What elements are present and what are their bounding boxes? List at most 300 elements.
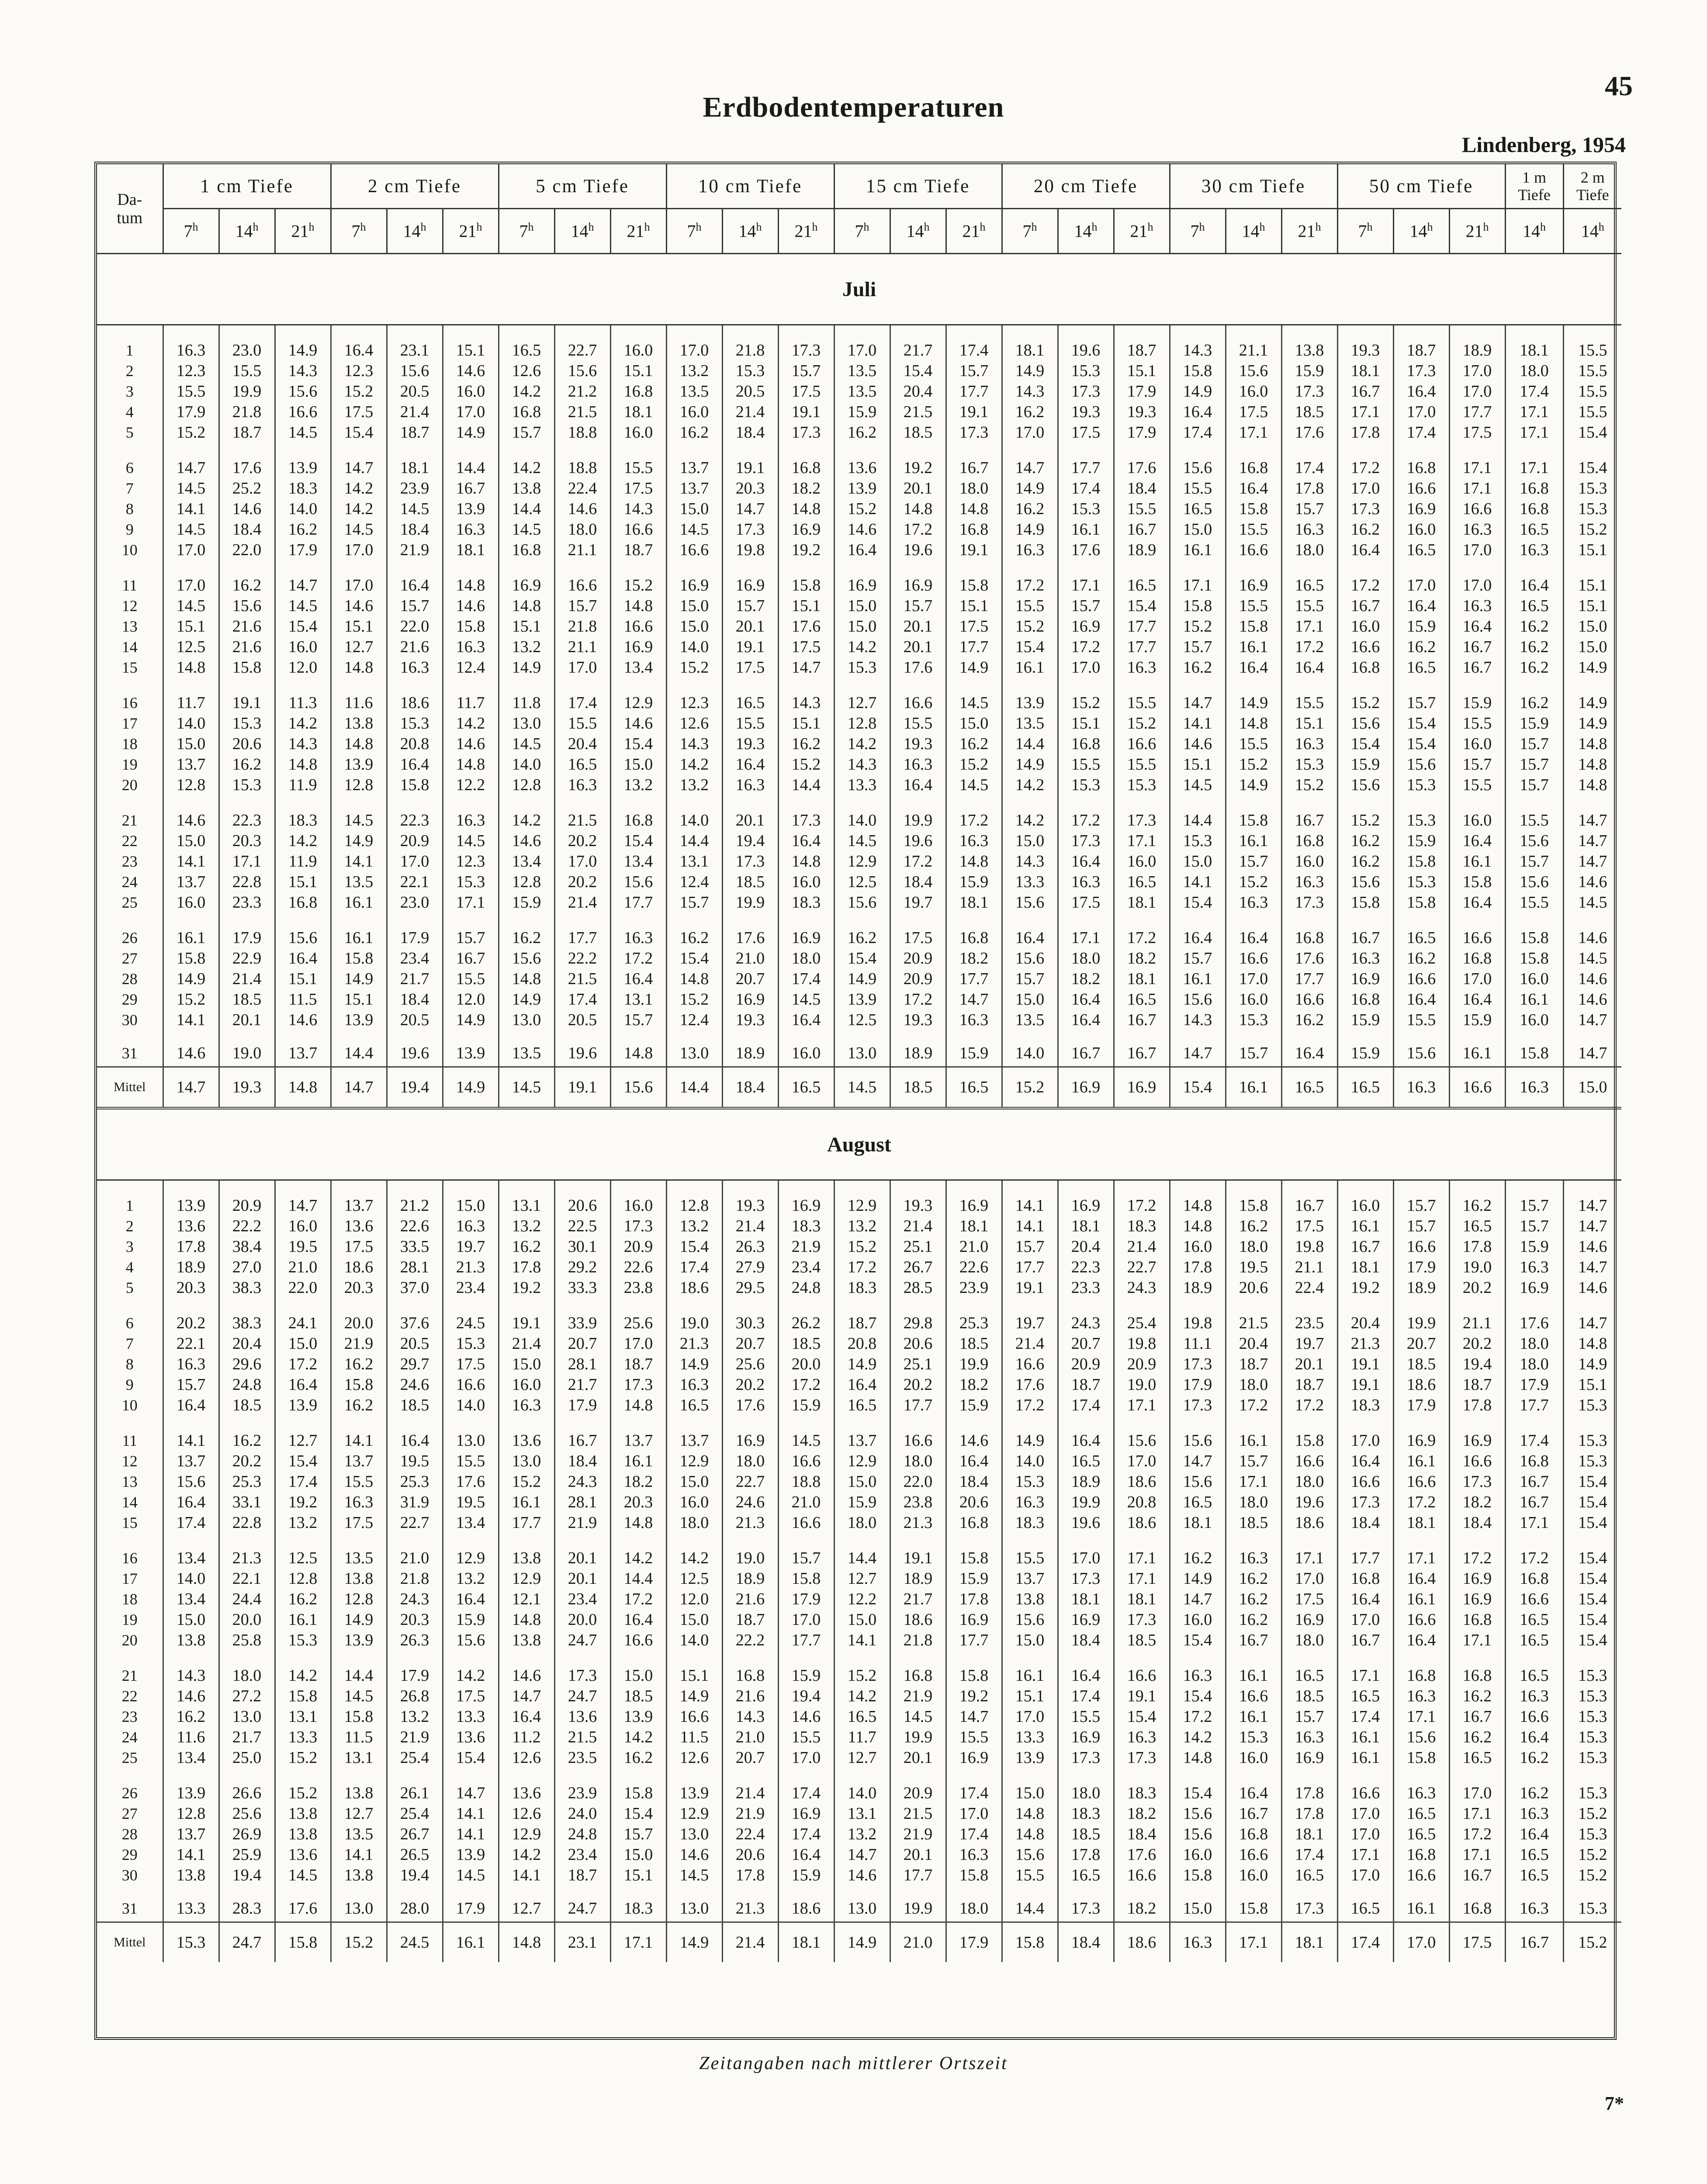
temperature-value: 15.0	[834, 616, 890, 637]
temperature-value: 16.2	[1002, 402, 1058, 422]
temperature-value: 17.6	[443, 1472, 499, 1492]
temperature-value: 13.7	[834, 1416, 890, 1451]
temperature-value: 17.3	[554, 1651, 610, 1686]
temperature-value: 15.0	[666, 1610, 722, 1630]
temperature-value: 14.9	[1563, 678, 1621, 713]
temperature-value: 14.6	[163, 795, 219, 831]
temperature-value: 15.0	[1002, 831, 1058, 851]
temperature-value: 14.8	[778, 499, 834, 519]
temperature-value: 16.2	[1505, 657, 1563, 678]
temperature-value: 15.2	[1226, 872, 1281, 892]
temperature-value: 23.4	[387, 948, 443, 969]
temperature-value: 20.2	[722, 1375, 778, 1395]
temperature-value: 25.4	[387, 1748, 443, 1768]
temperature-value: 18.6	[778, 1886, 834, 1922]
temperature-value: 15.8	[331, 948, 387, 969]
temperature-value: 16.7	[1505, 1472, 1563, 1492]
temperature-value: 25.3	[946, 1298, 1002, 1334]
temperature-value: 15.7	[722, 596, 778, 616]
temperature-value: 14.2	[275, 1651, 331, 1686]
temperature-value: 13.1	[666, 851, 722, 872]
temperature-value: 16.3	[1393, 1686, 1449, 1707]
temperature-value: 16.5	[834, 1707, 890, 1727]
table-row	[97, 1451, 1621, 1472]
temperature-value: 16.1	[1337, 1748, 1393, 1768]
temperature-value: 15.1	[499, 616, 554, 637]
temperature-value: 14.8	[1226, 713, 1281, 734]
day-number: 27	[121, 1805, 138, 1822]
temperature-value: 15.0	[1002, 1630, 1058, 1651]
day-number: 20	[121, 1631, 138, 1649]
temperature-value: 33.9	[554, 1298, 610, 1334]
mean-value: 14.4	[666, 1067, 722, 1109]
temperature-value: 14.4	[331, 1651, 387, 1686]
temperature-value: 15.7	[1170, 948, 1226, 969]
temperature-value: 13.0	[219, 1707, 275, 1727]
temperature-value: 15.4	[1563, 1533, 1621, 1569]
temperature-value: 13.8	[163, 1865, 219, 1886]
temperature-value: 18.1	[1058, 1589, 1114, 1610]
temperature-value: 16.8	[1393, 443, 1449, 478]
temperature-value: 16.4	[1449, 616, 1505, 637]
temperature-value: 15.8	[778, 1569, 834, 1589]
temperature-value: 16.1	[275, 1610, 331, 1630]
temperature-value: 15.2	[834, 1237, 890, 1257]
hour-header: 7$^h$	[163, 209, 219, 254]
temperature-value: 18.1	[1002, 325, 1058, 361]
temperature-value: 15.7	[778, 361, 834, 381]
day-number: 23	[121, 853, 138, 870]
table-row	[97, 402, 1621, 422]
temperature-value: 13.9	[666, 1768, 722, 1804]
temperature-value: 17.1	[1058, 913, 1114, 948]
temperature-value: 18.9	[890, 1030, 946, 1067]
table-row	[97, 1492, 1621, 1513]
temperature-value: 26.7	[387, 1824, 443, 1845]
temperature-value: 16.3	[610, 913, 666, 948]
day-number: 1	[125, 342, 134, 359]
temperature-value: 24.3	[387, 1589, 443, 1610]
temperature-value: 13.0	[499, 1451, 554, 1472]
temperature-value: 15.3	[1114, 775, 1170, 795]
temperature-value: 22.2	[219, 1216, 275, 1237]
temperature-value: 15.2	[1563, 519, 1621, 540]
table-row	[97, 422, 1621, 443]
temperature-value: 17.4	[1505, 1416, 1563, 1451]
temperature-value: 12.9	[834, 1451, 890, 1472]
temperature-value: 15.0	[1002, 989, 1058, 1010]
temperature-value: 14.1	[1170, 872, 1226, 892]
table-row	[97, 678, 1621, 713]
temperature-value: 18.6	[1393, 1375, 1449, 1395]
temperature-value: 16.3	[1449, 519, 1505, 540]
temperature-value: 12.8	[275, 1569, 331, 1589]
temperature-value: 13.7	[163, 1451, 219, 1472]
temperature-value: 23.3	[1058, 1278, 1114, 1298]
temperature-value: 16.0	[610, 325, 666, 361]
temperature-value: 14.2	[610, 1533, 666, 1569]
temperature-value: 20.1	[722, 795, 778, 831]
temperature-value: 16.7	[1337, 1630, 1393, 1651]
temperature-value: 18.6	[890, 1610, 946, 1630]
temperature-value: 16.1	[1226, 1416, 1281, 1451]
temperature-value: 15.3	[1281, 754, 1337, 775]
temperature-value: 18.4	[387, 519, 443, 540]
temperature-value: 29.6	[219, 1354, 275, 1375]
temperature-value: 15.3	[1563, 1686, 1621, 1707]
temperature-value: 20.2	[1449, 1334, 1505, 1354]
temperature-value: 16.4	[163, 1492, 219, 1513]
temperature-value: 15.5	[331, 1472, 387, 1492]
temperature-value: 17.0	[331, 540, 387, 560]
temperature-value: 14.7	[1170, 1030, 1226, 1067]
temperature-value: 20.8	[387, 734, 443, 754]
temperature-value: 13.9	[443, 1030, 499, 1067]
temperature-value: 14.5	[1170, 775, 1226, 795]
temperature-value: 18.7	[834, 1298, 890, 1334]
temperature-value: 23.5	[1281, 1298, 1337, 1334]
temperature-value: 17.2	[1449, 1533, 1505, 1569]
temperature-value: 12.8	[331, 1589, 387, 1610]
temperature-value: 16.2	[1170, 1533, 1226, 1569]
mean-value: 15.3	[163, 1922, 219, 1963]
temperature-value: 16.6	[1281, 989, 1337, 1010]
temperature-value: 15.0	[610, 1651, 666, 1686]
temperature-value: 14.8	[946, 499, 1002, 519]
temperature-value: 17.4	[1281, 1845, 1337, 1865]
hour-header: 14$^h$	[890, 209, 946, 254]
temperature-value: 15.7	[1505, 1216, 1563, 1237]
temperature-value: 15.4	[1170, 1768, 1226, 1804]
temperature-value: 16.4	[1393, 989, 1449, 1010]
temperature-value: 17.0	[1449, 1768, 1505, 1804]
temperature-value: 16.4	[1226, 657, 1281, 678]
temperature-value: 16.8	[1449, 1610, 1505, 1630]
temperature-value: 19.3	[722, 734, 778, 754]
temperature-value: 16.7	[1281, 795, 1337, 831]
temperature-value: 17.0	[1393, 402, 1449, 422]
temperature-value: 16.8	[610, 381, 666, 402]
temperature-value: 16.9	[778, 519, 834, 540]
temperature-value: 15.0	[1170, 851, 1226, 872]
table-row	[97, 1533, 1621, 1569]
temperature-value: 16.4	[1449, 892, 1505, 913]
temperature-value: 25.1	[890, 1237, 946, 1257]
temperature-value: 18.0	[946, 1886, 1002, 1922]
temperature-value: 18.5	[1226, 1513, 1281, 1533]
temperature-value: 17.7	[554, 913, 610, 948]
temperature-value: 24.3	[554, 1472, 610, 1492]
temperature-value: 14.5	[331, 795, 387, 831]
temperature-value: 16.6	[778, 1451, 834, 1472]
temperature-value: 16.8	[1505, 478, 1563, 499]
temperature-value: 14.7	[722, 499, 778, 519]
temperature-value: 18.2	[1114, 948, 1170, 969]
mean-value: 18.4	[1058, 1922, 1114, 1963]
temperature-value: 20.7	[722, 1334, 778, 1354]
temperature-value: 15.3	[1226, 1010, 1281, 1030]
temperature-value: 14.6	[443, 596, 499, 616]
temperature-value: 21.6	[387, 637, 443, 657]
temperature-value: 17.9	[219, 913, 275, 948]
temperature-value: 18.8	[554, 443, 610, 478]
temperature-value: 11.5	[666, 1727, 722, 1748]
temperature-value: 29.5	[722, 1278, 778, 1298]
temperature-value: 18.1	[1114, 969, 1170, 989]
temperature-value: 17.0	[443, 402, 499, 422]
temperature-value: 17.9	[1114, 381, 1170, 402]
temperature-value: 14.8	[443, 560, 499, 596]
temperature-value: 16.0	[666, 1492, 722, 1513]
mean-value: 14.8	[275, 1067, 331, 1109]
temperature-value: 17.3	[1170, 1354, 1226, 1375]
temperature-value: 12.4	[666, 872, 722, 892]
temperature-value: 15.4	[1563, 1610, 1621, 1630]
temperature-value: 15.6	[1393, 1727, 1449, 1748]
temperature-value: 15.7	[387, 596, 443, 616]
mean-value: 17.1	[610, 1922, 666, 1963]
temperature-value: 17.0	[1002, 1707, 1058, 1727]
temperature-value: 22.6	[610, 1257, 666, 1278]
temperature-value: 18.1	[1505, 325, 1563, 361]
temperature-value: 17.8	[1337, 422, 1393, 443]
temperature-value: 16.2	[834, 422, 890, 443]
temperature-value: 20.8	[1114, 1492, 1170, 1513]
temperature-value: 20.6	[946, 1492, 1002, 1513]
temperature-value: 14.8	[666, 969, 722, 989]
temperature-value: 18.0	[1226, 1237, 1281, 1257]
temperature-value: 13.5	[331, 1533, 387, 1569]
temperature-value: 13.6	[443, 1727, 499, 1748]
temperature-value: 23.8	[610, 1278, 666, 1298]
temperature-value: 16.8	[1393, 1845, 1449, 1865]
temperature-value: 17.6	[1058, 540, 1114, 560]
temperature-value: 16.4	[1058, 851, 1114, 872]
temperature-value: 20.2	[554, 831, 610, 851]
temperature-value: 19.5	[1226, 1257, 1281, 1278]
temperature-value: 15.8	[1226, 499, 1281, 519]
temperature-value: 17.2	[610, 948, 666, 969]
temperature-value: 12.4	[443, 657, 499, 678]
day-number: 19	[121, 756, 138, 773]
table-row	[97, 1334, 1621, 1354]
temperature-value: 12.7	[275, 1416, 331, 1451]
temperature-value: 15.9	[778, 1395, 834, 1416]
temperature-value: 13.4	[443, 1513, 499, 1533]
temperature-value: 17.1	[1505, 402, 1563, 422]
temperature-value: 16.7	[1337, 381, 1393, 402]
day-number: 17	[121, 1570, 138, 1587]
temperature-value: 15.5	[1449, 775, 1505, 795]
temperature-value: 33.5	[387, 1237, 443, 1257]
temperature-value: 15.6	[275, 381, 331, 402]
temperature-value: 15.3	[1563, 1768, 1621, 1804]
temperature-value: 15.4	[1563, 443, 1621, 478]
temperature-value: 20.7	[1058, 1334, 1114, 1354]
day-number: 27	[121, 950, 138, 967]
temperature-value: 15.7	[499, 422, 554, 443]
temperature-value: 17.5	[1281, 1216, 1337, 1237]
temperature-value: 15.4	[275, 616, 331, 637]
mean-value: 14.5	[834, 1067, 890, 1109]
temperature-value: 24.8	[778, 1278, 834, 1298]
table-row	[97, 443, 1621, 478]
day-number: 24	[121, 873, 138, 891]
temperature-value: 22.0	[219, 540, 275, 560]
table-row	[97, 1395, 1621, 1416]
temperature-value: 15.5	[443, 969, 499, 989]
temperature-value: 17.5	[1226, 402, 1281, 422]
temperature-value: 14.4	[1002, 1886, 1058, 1922]
temperature-value: 13.3	[1002, 872, 1058, 892]
temperature-value: 30.3	[722, 1298, 778, 1334]
temperature-value: 21.3	[666, 1334, 722, 1354]
temperature-value: 15.8	[1505, 1030, 1563, 1067]
temperature-value: 16.6	[1337, 637, 1393, 657]
temperature-value: 16.9	[1393, 499, 1449, 519]
temperature-value: 17.1	[1393, 1533, 1449, 1569]
temperature-value: 16.2	[331, 1395, 387, 1416]
day-number: 31	[121, 1899, 138, 1917]
temperature-value: 21.9	[331, 1334, 387, 1354]
day-number: 11	[122, 1432, 138, 1449]
day-number: 18	[121, 1590, 138, 1608]
temperature-value: 16.5	[1393, 913, 1449, 948]
temperature-value: 14.5	[666, 519, 722, 540]
temperature-value: 15.8	[1226, 795, 1281, 831]
temperature-value: 14.1	[1002, 1180, 1058, 1216]
temperature-value: 16.2	[1505, 616, 1563, 637]
temperature-value: 14.9	[834, 1354, 890, 1375]
temperature-value: 13.4	[499, 851, 554, 872]
temperature-value: 16.2	[778, 734, 834, 754]
temperature-value: 16.5	[1337, 1886, 1393, 1922]
temperature-value: 17.0	[1449, 969, 1505, 989]
temperature-value: 16.6	[610, 616, 666, 637]
temperature-value: 15.1	[331, 989, 387, 1010]
temperature-value: 15.8	[331, 1375, 387, 1395]
temperature-value: 18.1	[610, 402, 666, 422]
temperature-value: 16.2	[1505, 1748, 1563, 1768]
temperature-value: 13.3	[1002, 1727, 1058, 1748]
temperature-value: 14.4	[443, 443, 499, 478]
temperature-value: 16.6	[275, 402, 331, 422]
temperature-value: 19.2	[275, 1492, 331, 1513]
temperature-value: 18.7	[1449, 1375, 1505, 1395]
temperature-value: 17.3	[610, 1216, 666, 1237]
temperature-value: 15.6	[1170, 1472, 1226, 1492]
temperature-value: 17.0	[1393, 560, 1449, 596]
day-number: 9	[125, 1376, 134, 1393]
temperature-value: 15.2	[1563, 1865, 1621, 1886]
month-heading: August	[97, 1108, 1621, 1180]
temperature-value: 15.8	[387, 775, 443, 795]
temperature-value: 21.7	[219, 1727, 275, 1748]
temperature-value: 17.6	[1281, 948, 1337, 969]
table-row	[97, 596, 1621, 616]
temperature-value: 16.3	[1114, 657, 1170, 678]
temperature-value: 16.7	[554, 1416, 610, 1451]
temperature-value: 17.6	[219, 443, 275, 478]
temperature-value: 16.8	[890, 1651, 946, 1686]
mean-value: 18.1	[778, 1922, 834, 1963]
temperature-value: 15.6	[1170, 1416, 1226, 1451]
temperature-value: 16.3	[1281, 872, 1337, 892]
temperature-value: 16.7	[1505, 1492, 1563, 1513]
temperature-value: 16.2	[219, 1416, 275, 1451]
temperature-value: 14.1	[1170, 713, 1226, 734]
temperature-value: 17.5	[722, 657, 778, 678]
temperature-value: 26.8	[387, 1686, 443, 1707]
temperature-value: 18.3	[1114, 1216, 1170, 1237]
temperature-value: 17.5	[331, 1237, 387, 1257]
temperature-value: 16.6	[1226, 540, 1281, 560]
temperature-value: 15.2	[1226, 754, 1281, 775]
temperature-value: 18.1	[443, 540, 499, 560]
temperature-value: 25.8	[219, 1630, 275, 1651]
temperature-value: 15.2	[834, 499, 890, 519]
temperature-value: 15.7	[946, 361, 1002, 381]
temperature-value: 15.1	[1563, 1375, 1621, 1395]
temperature-value: 17.9	[275, 540, 331, 560]
temperature-value: 33.3	[554, 1278, 610, 1298]
temperature-value: 24.8	[219, 1375, 275, 1395]
temperature-value: 15.4	[1170, 892, 1226, 913]
temperature-value: 13.2	[610, 775, 666, 795]
temperature-value: 15.2	[666, 657, 722, 678]
table-row	[97, 499, 1621, 519]
temperature-value: 18.6	[331, 1257, 387, 1278]
temperature-value: 16.1	[1393, 1886, 1449, 1922]
temperature-value: 14.6	[666, 1845, 722, 1865]
temperature-value: 18.6	[1114, 1472, 1170, 1492]
temperature-value: 18.4	[890, 872, 946, 892]
temperature-value: 13.4	[610, 851, 666, 872]
temperature-value: 13.6	[499, 1768, 554, 1804]
day-number: 24	[121, 1728, 138, 1746]
temperature-value: 12.9	[443, 1533, 499, 1569]
temperature-value: 12.8	[331, 775, 387, 795]
temperature-value: 15.7	[1505, 1180, 1563, 1216]
temperature-value: 13.5	[1002, 1010, 1058, 1030]
table-body	[97, 254, 1621, 1963]
temperature-value: 18.0	[1226, 1492, 1281, 1513]
temperature-value: 14.2	[331, 478, 387, 499]
temperature-value: 19.8	[1170, 1298, 1226, 1334]
day-number: 16	[121, 694, 138, 712]
temperature-value: 16.5	[1449, 1216, 1505, 1237]
temperature-value: 14.9	[666, 1354, 722, 1375]
temperature-value: 13.9	[443, 499, 499, 519]
temperature-value: 13.0	[499, 1010, 554, 1030]
table-row	[97, 713, 1621, 734]
temperature-value: 20.0	[554, 1610, 610, 1630]
temperature-value: 16.0	[1337, 616, 1393, 637]
temperature-value: 14.7	[1563, 831, 1621, 851]
temperature-value: 23.0	[219, 325, 275, 361]
temperature-value: 21.5	[554, 402, 610, 422]
temperature-value: 28.0	[387, 1886, 443, 1922]
temperature-value: 16.9	[1226, 560, 1281, 596]
temperature-value: 18.0	[890, 1451, 946, 1472]
table-row	[97, 1180, 1621, 1216]
temperature-value: 17.7	[946, 381, 1002, 402]
temperature-value: 24.6	[387, 1375, 443, 1395]
temperature-value: 14.9	[275, 325, 331, 361]
temperature-value: 15.8	[163, 948, 219, 969]
temperature-value: 16.6	[1393, 1472, 1449, 1492]
temperature-value: 18.0	[1226, 1375, 1281, 1395]
